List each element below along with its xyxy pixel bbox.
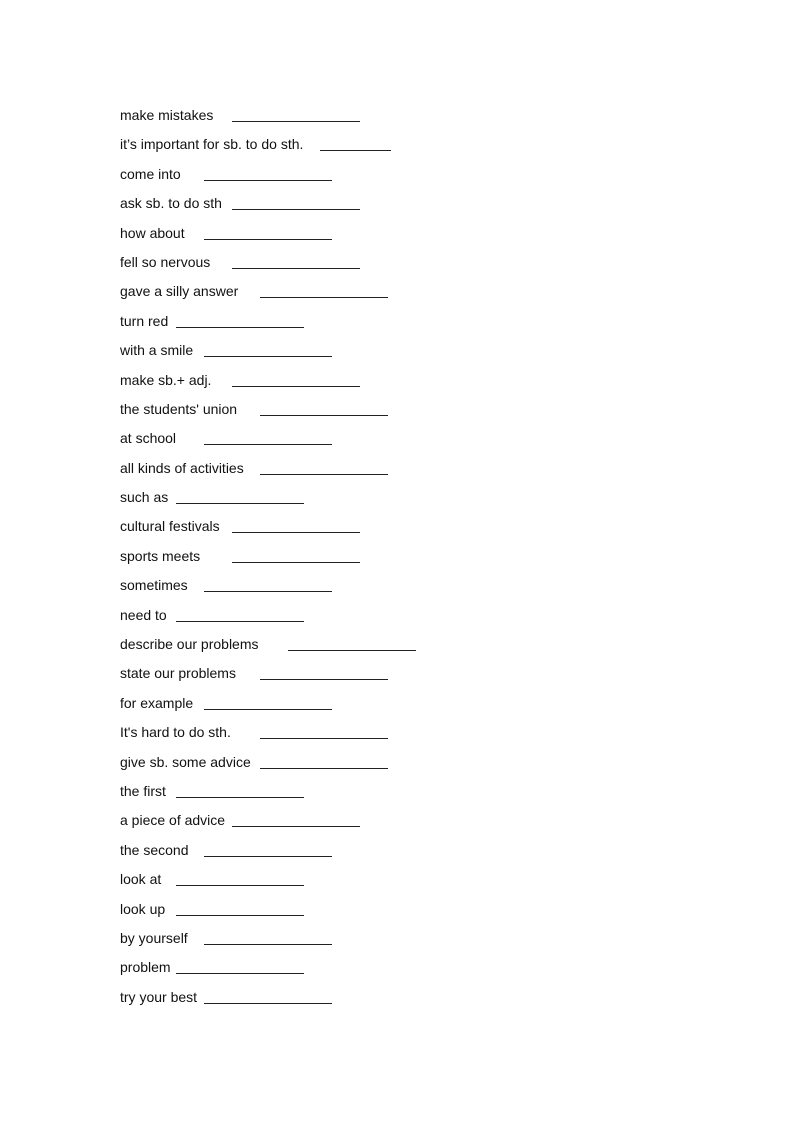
answer-blank xyxy=(232,532,360,533)
answer-blank xyxy=(204,180,332,181)
answer-blank xyxy=(204,709,332,710)
phrase-text: all kinds of activities xyxy=(120,459,244,476)
answer-blank xyxy=(176,503,304,504)
phrase-text: It's hard to do sth. xyxy=(120,724,231,741)
phrase-text: try your best xyxy=(120,988,198,1005)
phrase-text: a piece of advice xyxy=(120,812,226,829)
phrase-text: turn red xyxy=(120,312,169,329)
answer-blank xyxy=(232,209,360,210)
phrase-text: problem xyxy=(120,959,171,976)
answer-blank xyxy=(260,297,388,298)
phrase-text: need to xyxy=(120,606,167,623)
answer-blank xyxy=(260,679,388,680)
answer-blank xyxy=(204,856,332,857)
answer-blank xyxy=(260,768,388,769)
answer-blank xyxy=(232,386,360,387)
phrase-text: sports meets xyxy=(120,547,201,564)
answer-blank xyxy=(232,826,360,827)
phrase-text: cultural festivals xyxy=(120,518,220,535)
phrase-text: look at xyxy=(120,871,162,888)
answer-blank xyxy=(260,415,388,416)
answer-blank xyxy=(204,356,332,357)
phrase-text: fell so nervous xyxy=(120,253,211,270)
phrase-text: at school xyxy=(120,430,177,447)
answer-blank xyxy=(232,121,360,122)
phrase-text: by yourself xyxy=(120,929,188,946)
answer-blank xyxy=(176,621,304,622)
answer-blank xyxy=(176,915,304,916)
phrase-text: give sb. some advice xyxy=(120,753,251,770)
answer-blank xyxy=(288,650,416,651)
answer-blank xyxy=(260,738,388,739)
answer-blank xyxy=(204,239,332,240)
phrase-text: describe our problems xyxy=(120,636,259,653)
answer-blank xyxy=(204,1003,332,1004)
answer-blank xyxy=(320,150,391,151)
answer-blank xyxy=(232,562,360,563)
answer-blank xyxy=(204,944,332,945)
phrase-text: the first xyxy=(120,782,166,799)
phrase-text: sometimes xyxy=(120,577,188,594)
phrase-text: make sb.+ adj. xyxy=(120,371,212,388)
phrase-text: come into xyxy=(120,165,181,182)
phrase-text: the students' union xyxy=(120,400,238,417)
phrase-text: it’s important for sb. to do sth. xyxy=(120,136,304,153)
answer-blank xyxy=(176,885,304,886)
phrase-text: make mistakes xyxy=(120,107,214,123)
phrase-text: ask sb. to do sth xyxy=(120,195,222,212)
answer-blank xyxy=(260,474,388,475)
answer-blank xyxy=(232,268,360,269)
phrase-text: look up xyxy=(120,900,166,917)
phrase-text: how about xyxy=(120,224,185,241)
phrase-text: such as xyxy=(120,489,169,506)
phrase-text: with a smile xyxy=(120,342,194,359)
answer-blank xyxy=(204,444,332,445)
answer-blank xyxy=(176,973,304,974)
answer-blank xyxy=(176,797,304,798)
answer-blank xyxy=(176,327,304,328)
phrase-text: the second xyxy=(120,841,189,858)
phrase-text: gave a silly answer xyxy=(120,283,239,300)
phrase-text: for example xyxy=(120,694,194,711)
phrase-text: state our problems xyxy=(120,665,236,682)
answer-blank xyxy=(204,591,332,592)
